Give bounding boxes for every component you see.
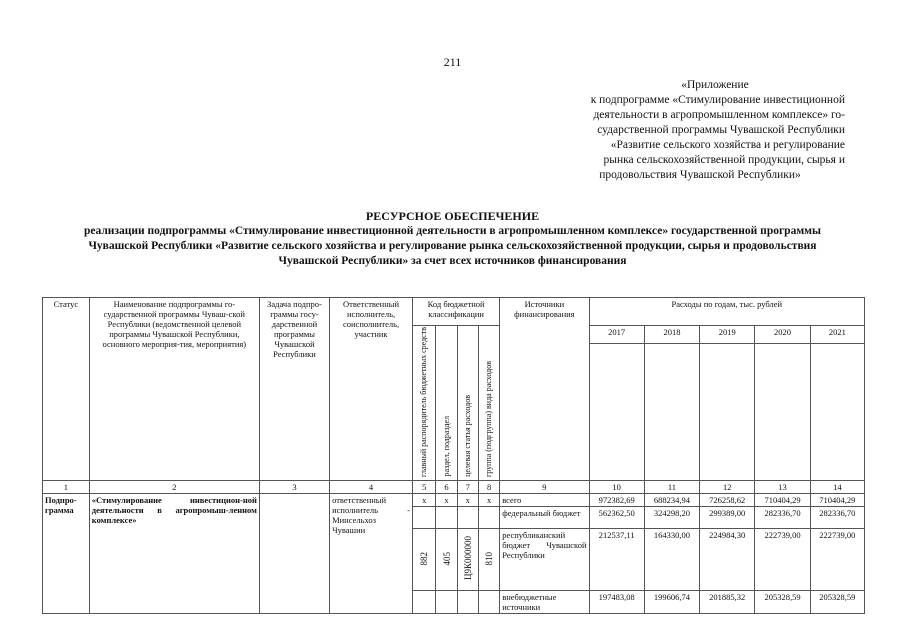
col-number: 2 — [89, 480, 259, 493]
header-sources: Источники финансирования — [500, 298, 589, 481]
appendix-line: к подпрограмме «Стимулирование инвестиционной — [590, 94, 845, 106]
document-subtitle: реализации подпрограммы «Стимулирование инвестиционной деятельности в агропромышленном комплексе» государственной программы Чувашской Республики «Развитие сельского хозяйства и регулирование рынка сельскохозяйственной продукции, сырья и продовольствия Чувашской Республики» за счет всех источников финансирования — [84, 225, 821, 267]
col-number: 1 — [43, 480, 90, 493]
col-number: 3 — [259, 480, 329, 493]
code-cell — [478, 590, 499, 613]
source-cell: всего — [500, 493, 589, 506]
code-grbs: 882 — [419, 551, 430, 566]
value-cell: 710404,29 — [810, 493, 864, 506]
table-row — [43, 493, 865, 506]
code-cell — [478, 506, 499, 528]
header-code-grbs — [413, 326, 436, 481]
header-name: Наименование подпрограммы го-сударственной программы Чуваш-ской Республики (ведомственной целевой программы Чувашской Республики, основного мероприя-тия, мероприятия) — [89, 298, 259, 481]
appendix-line: «Приложение — [681, 79, 749, 91]
code-group: 810 — [484, 551, 495, 566]
header-year-filler — [644, 344, 699, 481]
value-cell: 726258,62 — [700, 493, 755, 506]
value-cell: 212537,11 — [589, 528, 644, 590]
code-cell — [413, 506, 436, 528]
header-code-section — [436, 326, 457, 481]
code-cell — [478, 528, 499, 590]
value-cell: 201885,32 — [700, 590, 755, 613]
header-task: Задача подпро-граммы госу-дарственной программы Чувашской Республики — [259, 298, 329, 481]
header-year: 2017 — [589, 326, 644, 344]
value-cell: 199606,74 — [644, 590, 699, 613]
value-cell: 164330,00 — [644, 528, 699, 590]
row-status: Подпро-грамма — [43, 493, 90, 613]
col-number: 10 — [589, 480, 644, 493]
source-cell: федеральный бюджет — [500, 506, 589, 528]
code-section: 405 — [441, 551, 452, 566]
code-target: Ц9К000000 — [462, 536, 473, 581]
header-year-filler — [589, 344, 644, 481]
code-cell — [413, 590, 436, 613]
value-cell: 710404,29 — [755, 493, 810, 506]
value-cell: 282336,70 — [810, 506, 864, 528]
source-cell: внебюджетные источники — [500, 590, 589, 613]
header-expenses: Расходы по годам, тыс. рублей — [589, 298, 864, 326]
header-year: 2021 — [810, 326, 864, 344]
appendix-line: продовольствия Чувашской Республики» — [599, 169, 801, 181]
col-number: 5 — [413, 480, 436, 493]
header-year: 2018 — [644, 326, 699, 344]
col-number: 12 — [700, 480, 755, 493]
header-code-group-text: группа (подгруппа) вида расходов — [484, 360, 494, 477]
value-cell: 972382,69 — [589, 493, 644, 506]
header-code-group — [478, 326, 499, 481]
value-cell: 205328,59 — [810, 590, 864, 613]
header-year: 2019 — [700, 326, 755, 344]
value-cell: 222739,00 — [810, 528, 864, 590]
header-year-filler — [700, 344, 755, 481]
value-cell: 224984,30 — [700, 528, 755, 590]
code-cell: x — [457, 493, 478, 506]
appendix-line: деятельности в агропромышленном комплексе» го- — [593, 109, 845, 121]
value-cell: 299389,00 — [700, 506, 755, 528]
col-number: 8 — [478, 480, 499, 493]
header-code-target-text: целевая статья расходов — [462, 395, 472, 477]
header-year-filler — [755, 344, 810, 481]
value-cell: 222739,00 — [755, 528, 810, 590]
col-number: 9 — [500, 480, 589, 493]
header-code-target — [457, 326, 478, 481]
header-code-section-text: раздел, подраздел — [441, 416, 451, 477]
appendix-line: сударственной программы Чувашской Республики — [597, 124, 845, 136]
code-cell: x — [413, 493, 436, 506]
col-number: 11 — [644, 480, 699, 493]
row-executor: ответственный исполнитель - Минсельхоз Чувашии — [330, 493, 413, 613]
value-cell: 562362,50 — [589, 506, 644, 528]
header-status: Статус — [43, 298, 90, 481]
appendix-line: «Развитие сельского хозяйства и регулирование — [610, 139, 845, 151]
code-cell: x — [436, 493, 457, 506]
value-cell: 688234,94 — [644, 493, 699, 506]
header-executor: Ответственный исполнитель, соисполнитель, участник — [330, 298, 413, 481]
code-cell — [457, 528, 478, 590]
source-cell: республиканский бюджет Чувашской Республики — [500, 528, 589, 590]
code-cell — [436, 528, 457, 590]
page-number: 211 — [443, 55, 462, 69]
col-number: 14 — [810, 480, 864, 493]
value-cell: 197483,08 — [589, 590, 644, 613]
resource-table — [42, 297, 865, 614]
header-code-grbs-text: главный распорядитель бюджетных средств — [419, 327, 429, 477]
col-number: 7 — [457, 480, 478, 493]
header-budget-code: Код бюджетной классификации — [413, 298, 500, 326]
col-number: 6 — [436, 480, 457, 493]
appendix-note — [555, 78, 845, 183]
code-cell — [457, 590, 478, 613]
value-cell: 324298,20 — [644, 506, 699, 528]
row-task — [259, 493, 329, 613]
column-number-row — [43, 480, 865, 493]
code-cell: x — [478, 493, 499, 506]
code-cell — [436, 590, 457, 613]
document-title: РЕСУРСНОЕ ОБЕСПЕЧЕНИЕ — [365, 209, 540, 223]
row-name: «Стимулирование инвестицион-ной деятельности в агропромыш-ленном комплексе» — [89, 493, 259, 613]
code-cell — [413, 528, 436, 590]
code-cell — [436, 506, 457, 528]
header-row — [43, 298, 865, 326]
col-number: 13 — [755, 480, 810, 493]
header-year-filler — [810, 344, 864, 481]
code-cell — [457, 506, 478, 528]
appendix-line: рынка сельскохозяйственной продукции, сырья и — [603, 154, 845, 166]
value-cell: 282336,70 — [755, 506, 810, 528]
header-year: 2020 — [755, 326, 810, 344]
col-number: 4 — [330, 480, 413, 493]
value-cell: 205328,59 — [755, 590, 810, 613]
